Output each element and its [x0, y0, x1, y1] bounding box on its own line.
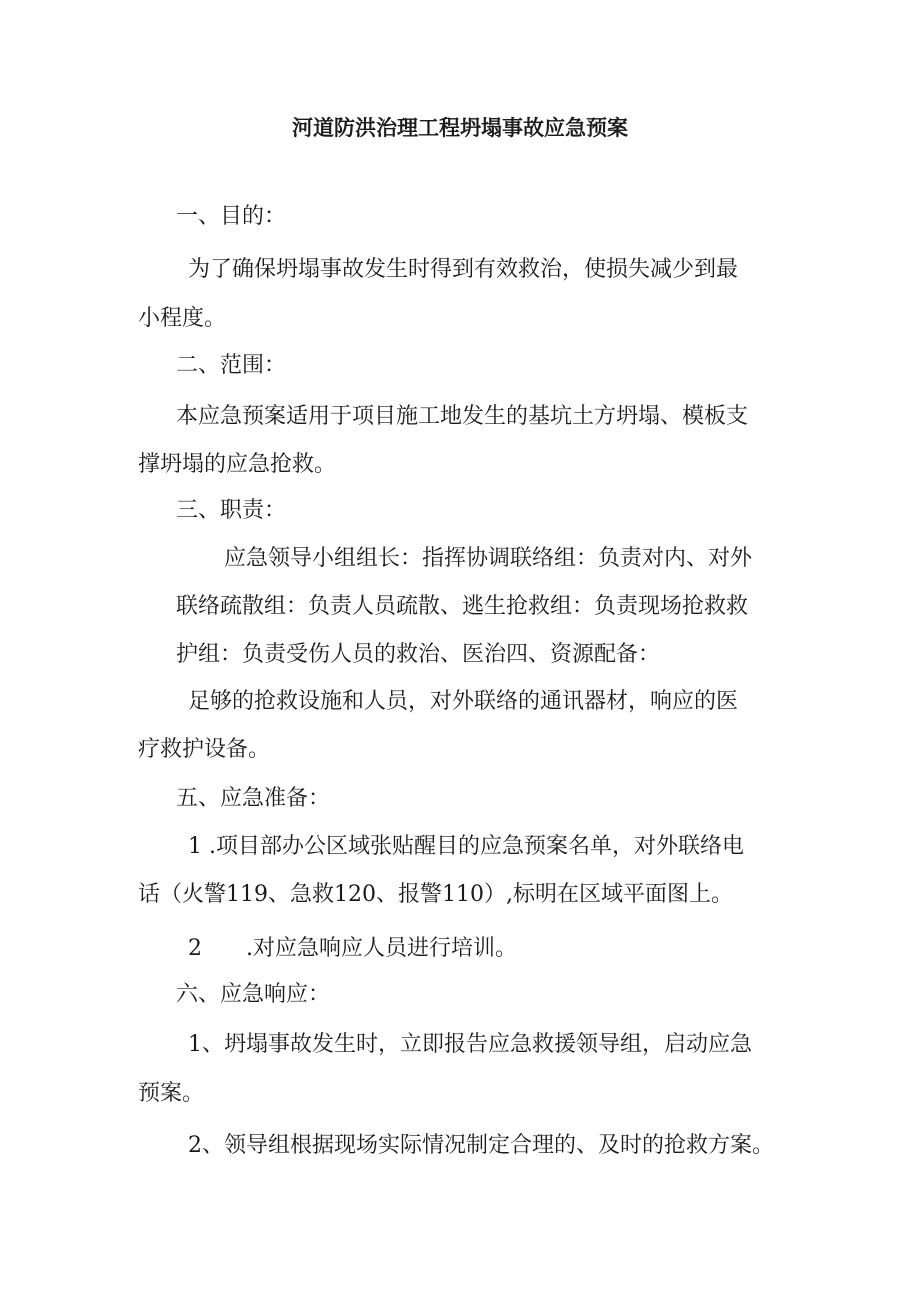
section-heading-purpose: 一、目的： — [176, 204, 287, 229]
paragraph-line: 1 .项目部办公区域张贴醒目的应急预案名单，对外联络电 — [188, 834, 744, 859]
paragraph-line: 预案。 — [138, 1081, 205, 1106]
paragraph-line: 小程度。 — [138, 306, 227, 331]
paragraph-line: 2、领导组根据现场实际情况制定合理的、及时的抢救方案。 — [188, 1133, 774, 1158]
paragraph-line: 撑坍塌的应急抢救。 — [138, 452, 337, 477]
paragraph-line: 本应急预案适用于项目施工地发生的基坑土方坍塌、模板支 — [176, 404, 749, 429]
paragraph-line: 1、坍塌事故发生时，立即报告应急救援领导组，启动应急 — [188, 1032, 752, 1057]
paragraph-line: 为了确保坍塌事故发生时得到有效救治，使损失减少到最 — [188, 257, 739, 282]
paragraph-line: 2 .对应急响应人员进行培训。 — [188, 936, 517, 961]
section-heading-scope: 二、范围： — [176, 353, 287, 378]
section-heading-duties: 三、职责： — [176, 498, 287, 523]
paragraph-line: 护组：负责受伤人员的救治、医治四、资源配备： — [176, 642, 661, 667]
document-title: 河道防洪治理工程坍塌事故应急预案 — [292, 115, 628, 140]
section-heading-preparation: 五、应急准备： — [176, 786, 331, 811]
paragraph-line: 应急领导小组组长：指挥协调联络组：负责对内、对外 — [224, 546, 753, 571]
paragraph-line: 联络疏散组：负责人员疏散、逃生抢救组：负责现场抢救救 — [176, 594, 749, 619]
paragraph-line: 话（火警119、急救120、报警110）,标明在区域平面图上。 — [138, 882, 733, 907]
section-heading-response: 六、应急响应： — [176, 982, 331, 1007]
paragraph-line: 足够的抢救设施和人员，对外联络的通讯器材，响应的医 — [188, 689, 739, 714]
paragraph-line: 疗救护设备。 — [138, 737, 271, 762]
